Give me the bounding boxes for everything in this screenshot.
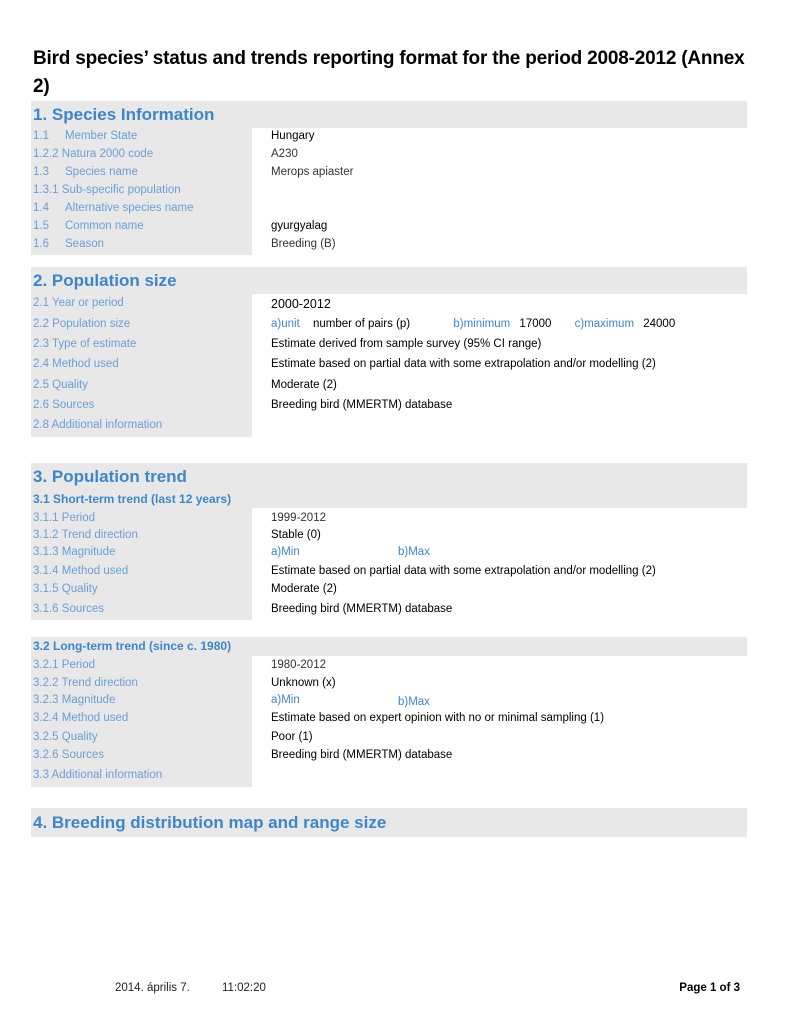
value-year-or-period: 2000-2012 — [271, 297, 331, 311]
value-long-quality: Poor (1) — [271, 731, 313, 743]
short-min-label: a)Min — [271, 546, 300, 558]
maximum-value: 24000 — [643, 318, 676, 330]
row-label-sources: 2.6 Sources — [33, 399, 95, 411]
value-long-trend-direction: Unknown (x) — [271, 677, 336, 689]
value-species-name: Merops apiaster — [271, 166, 354, 178]
value-short-sources: Breeding bird (MMERTM) database — [271, 603, 453, 615]
value-sources: Breeding bird (MMERTM) database — [271, 399, 453, 411]
row-label-long-trend-direction: 3.2.2 Trend direction — [33, 677, 138, 689]
short-max-label: b)Max — [397, 546, 430, 558]
document-title: Bird species’ status and trends reporting format for the period 2008-2012 (Annex 2) — [33, 48, 745, 97]
section-heading-population-size: 2. Population size — [31, 267, 747, 294]
section-heading-breeding-distribution: 4. Breeding distribution map and range size — [31, 808, 747, 837]
value-member-state: Hungary — [271, 130, 315, 142]
row-label-season: 1.6 Season — [33, 238, 105, 250]
value-season: Breeding (B) — [271, 238, 336, 250]
value-short-magnitude — [271, 546, 430, 558]
footer-time: 11:02:20 — [222, 982, 266, 994]
long-min-label: a)Min — [271, 694, 300, 706]
maximum-label: c)maximum — [574, 318, 635, 330]
value-long-period: 1980-2012 — [271, 659, 326, 671]
row-label-short-quality: 3.1.5 Quality — [33, 583, 98, 595]
footer-page-number: Page 1 of 3 — [679, 982, 740, 994]
unit-value: number of pairs (p) — [312, 318, 411, 330]
row-label-alternative-species-name: 1.4 Alternative species name — [33, 202, 194, 214]
row-label-sub-specific-population: 1.3.1 Sub-specific population — [33, 184, 181, 196]
value-long-magnitude — [271, 694, 430, 706]
row-label-member-state: 1.1 Member State — [33, 130, 138, 142]
row-label-common-name: 1.5 Common name — [33, 220, 144, 232]
footer-date: 2014. április 7. — [115, 982, 190, 994]
value-long-method-used: Estimate based on expert opinion with no or minimal sampling (1) — [271, 712, 605, 724]
row-label-long-sources: 3.2.6 Sources — [33, 749, 104, 761]
section-heading-species-information: 1. Species Information — [31, 101, 747, 128]
value-long-sources: Breeding bird (MMERTM) database — [271, 749, 453, 761]
row-label-short-trend-direction: 3.1.2 Trend direction — [33, 529, 138, 541]
subheading-short-term-trend: 3.1 Short-term trend (last 12 years) — [31, 490, 747, 508]
row-label-short-method-used: 3.1.4 Method used — [33, 565, 129, 577]
unit-label: a)unit — [271, 318, 300, 330]
row-label-short-period: 3.1.1 Period — [33, 512, 96, 524]
row-label-long-magnitude: 3.2.3 Magnitude — [33, 694, 116, 706]
row-label-trend-additional-information: 3.3 Additional information — [33, 769, 163, 781]
row-label-method-used: 2.4 Method used — [33, 358, 119, 370]
row-label-year-or-period: 2.1 Year or period — [33, 297, 124, 309]
row-label-long-quality: 3.2.5 Quality — [33, 731, 98, 743]
value-quality: Moderate (2) — [271, 379, 337, 391]
row-label-additional-information: 2.8 Additional information — [33, 419, 163, 431]
row-label-quality: 2.5 Quality — [33, 379, 88, 391]
row-label-short-magnitude: 3.1.3 Magnitude — [33, 546, 116, 558]
value-short-period: 1999-2012 — [271, 512, 326, 524]
section-heading-population-trend: 3. Population trend — [31, 463, 747, 490]
value-type-of-estimate: Estimate derived from sample survey (95% CI range) — [271, 338, 542, 350]
value-natura-code: A230 — [271, 148, 298, 160]
value-common-name: gyurgyalag — [271, 220, 328, 232]
value-method-used: Estimate based on partial data with some extrapolation and/or modelling (2) — [271, 358, 656, 370]
row-label-natura-code: 1.2.2 Natura 2000 code — [33, 148, 154, 160]
value-short-quality: Moderate (2) — [271, 583, 337, 595]
row-label-short-sources: 3.1.6 Sources — [33, 603, 104, 615]
row-label-type-of-estimate: 2.3 Type of estimate — [33, 338, 137, 350]
value-short-method-used: Estimate based on partial data with some extrapolation and/or modelling (2) — [271, 565, 656, 577]
minimum-value: 17000 — [519, 318, 552, 330]
row-label-long-method-used: 3.2.4 Method used — [33, 712, 129, 724]
long-max-label: b)Max — [397, 696, 430, 708]
row-label-long-period: 3.2.1 Period — [33, 659, 96, 671]
row-label-population-size: 2.2 Population size — [33, 318, 131, 330]
subheading-long-term-trend: 3.2 Long-term trend (since c. 1980) — [31, 637, 747, 656]
value-population-size — [271, 318, 675, 330]
row-label-species-name: 1.3 Species name — [33, 166, 138, 178]
minimum-label: b)minimum — [453, 318, 511, 330]
value-short-trend-direction: Stable (0) — [271, 529, 321, 541]
